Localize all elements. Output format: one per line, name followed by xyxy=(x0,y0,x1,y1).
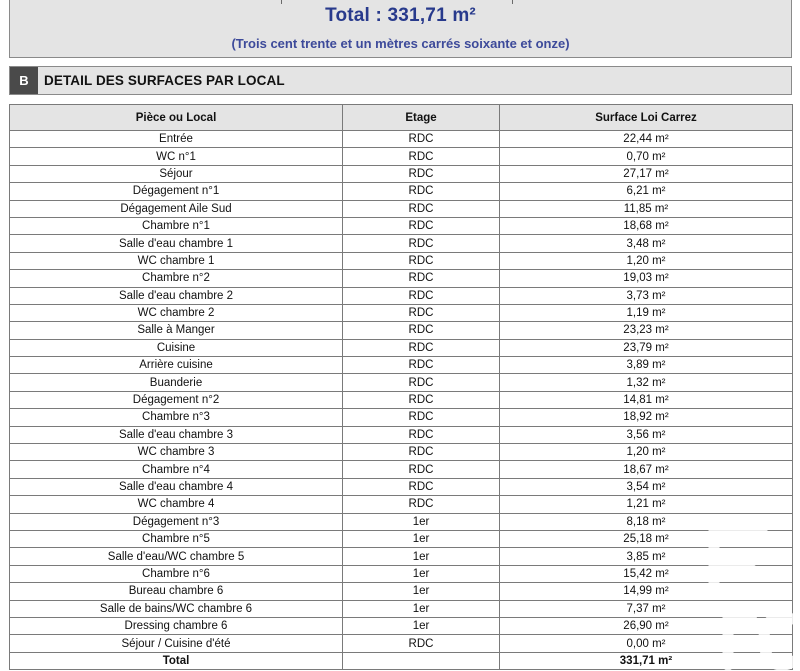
table-row xyxy=(10,444,793,461)
cell-room: Séjour xyxy=(10,165,343,182)
table-row xyxy=(10,426,793,443)
cell-surface: 8,18 m² xyxy=(500,513,793,530)
cell-room: Dégagement n°2 xyxy=(10,391,343,408)
cell-room: Salle de bains/WC chambre 6 xyxy=(10,600,343,617)
table-row xyxy=(10,357,793,374)
cell-floor: RDC xyxy=(343,426,500,443)
column-header-surface: Surface Loi Carrez xyxy=(500,105,793,131)
cell-room: WC chambre 3 xyxy=(10,444,343,461)
cell-surface: 27,17 m² xyxy=(500,165,793,182)
cell-surface: 1,20 m² xyxy=(500,252,793,269)
cell-floor: RDC xyxy=(343,339,500,356)
column-header-floor: Etage xyxy=(343,105,500,131)
cell-room: Chambre n°1 xyxy=(10,217,343,234)
table-row xyxy=(10,235,793,252)
cell-surface: 1,21 m² xyxy=(500,496,793,513)
cell-surface: 1,19 m² xyxy=(500,304,793,321)
cell-surface: 0,00 m² xyxy=(500,635,793,652)
cell-surface: 14,81 m² xyxy=(500,391,793,408)
cell-surface: 3,54 m² xyxy=(500,478,793,495)
table-row xyxy=(10,635,793,652)
total-row-label: Total xyxy=(10,652,343,669)
table-row xyxy=(10,339,793,356)
table-row xyxy=(10,478,793,495)
total-summary-box xyxy=(9,0,792,58)
table-row xyxy=(10,217,793,234)
cell-floor: RDC xyxy=(343,496,500,513)
table-row xyxy=(10,600,793,617)
table-row xyxy=(10,530,793,547)
cell-surface: 1,20 m² xyxy=(500,444,793,461)
cell-floor: RDC xyxy=(343,148,500,165)
cell-surface: 7,37 m² xyxy=(500,600,793,617)
cell-surface: 26,90 m² xyxy=(500,617,793,634)
section-badge: B xyxy=(10,67,38,94)
table-row xyxy=(10,270,793,287)
column-header-room: Pièce ou Local xyxy=(10,105,343,131)
cell-surface: 1,32 m² xyxy=(500,374,793,391)
cell-room: Buanderie xyxy=(10,374,343,391)
cell-room: Arrière cuisine xyxy=(10,357,343,374)
cell-surface: 3,48 m² xyxy=(500,235,793,252)
cell-surface: 3,56 m² xyxy=(500,426,793,443)
cell-floor: RDC xyxy=(343,444,500,461)
table-row xyxy=(10,287,793,304)
cell-room: Chambre n°4 xyxy=(10,461,343,478)
section-title: DETAIL DES SURFACES PAR LOCAL xyxy=(44,73,285,88)
cell-surface: 19,03 m² xyxy=(500,270,793,287)
table-row xyxy=(10,548,793,565)
cell-surface: 18,92 m² xyxy=(500,409,793,426)
cell-floor: RDC xyxy=(343,461,500,478)
cell-floor: 1er xyxy=(343,548,500,565)
cell-room: WC n°1 xyxy=(10,148,343,165)
cell-room: Bureau chambre 6 xyxy=(10,583,343,600)
cell-floor: RDC xyxy=(343,478,500,495)
cell-room: WC chambre 4 xyxy=(10,496,343,513)
cell-room: WC chambre 2 xyxy=(10,304,343,321)
table-row xyxy=(10,583,793,600)
cell-floor: 1er xyxy=(343,513,500,530)
table-row xyxy=(10,409,793,426)
cell-surface: 3,85 m² xyxy=(500,548,793,565)
table-row xyxy=(10,183,793,200)
cell-floor: 1er xyxy=(343,583,500,600)
cell-floor: RDC xyxy=(343,165,500,182)
cell-surface: 15,42 m² xyxy=(500,565,793,582)
cell-surface: 23,79 m² xyxy=(500,339,793,356)
cell-surface: 22,44 m² xyxy=(500,131,793,148)
cell-floor: 1er xyxy=(343,600,500,617)
cell-room: Chambre n°2 xyxy=(10,270,343,287)
cell-floor: RDC xyxy=(343,391,500,408)
cell-floor: 1er xyxy=(343,530,500,547)
cell-floor: RDC xyxy=(343,183,500,200)
total-row-surface: 331,71 m² xyxy=(500,652,793,669)
divider xyxy=(281,0,282,4)
cell-room: Dégagement n°3 xyxy=(10,513,343,530)
cell-surface: 25,18 m² xyxy=(500,530,793,547)
table-row xyxy=(10,200,793,217)
cell-room: Cuisine xyxy=(10,339,343,356)
cell-surface: 6,21 m² xyxy=(500,183,793,200)
cell-floor: RDC xyxy=(343,357,500,374)
section-header xyxy=(9,66,792,95)
cell-room: Salle d'eau chambre 1 xyxy=(10,235,343,252)
table-row xyxy=(10,252,793,269)
cell-room: Entrée xyxy=(10,131,343,148)
cell-surface: 18,68 m² xyxy=(500,217,793,234)
cell-surface: 3,73 m² xyxy=(500,287,793,304)
table-header-row xyxy=(10,105,793,131)
cell-floor: RDC xyxy=(343,217,500,234)
table-row xyxy=(10,148,793,165)
table-row xyxy=(10,374,793,391)
cell-floor: RDC xyxy=(343,635,500,652)
table-total-row xyxy=(10,652,793,669)
total-surface-in-words: (Trois cent trente et un mètres carrés soixante et onze) xyxy=(231,36,570,51)
cell-room: Salle d'eau chambre 4 xyxy=(10,478,343,495)
cell-room: Séjour / Cuisine d'été xyxy=(10,635,343,652)
cell-floor: RDC xyxy=(343,270,500,287)
table-row xyxy=(10,165,793,182)
cell-room: Dégagement Aile Sud xyxy=(10,200,343,217)
cell-room: Salle d'eau/WC chambre 5 xyxy=(10,548,343,565)
cell-floor: RDC xyxy=(343,322,500,339)
cell-surface: 18,67 m² xyxy=(500,461,793,478)
cell-room: Chambre n°5 xyxy=(10,530,343,547)
cell-room: WC chambre 1 xyxy=(10,252,343,269)
table-row xyxy=(10,304,793,321)
cell-room: Chambre n°3 xyxy=(10,409,343,426)
table-row xyxy=(10,131,793,148)
table-row xyxy=(10,461,793,478)
cell-room: Dégagement n°1 xyxy=(10,183,343,200)
total-row-floor xyxy=(343,652,500,669)
cell-floor: RDC xyxy=(343,200,500,217)
table-row xyxy=(10,322,793,339)
cell-surface: 3,89 m² xyxy=(500,357,793,374)
table-row xyxy=(10,513,793,530)
cell-room: Salle à Manger xyxy=(10,322,343,339)
total-surface-title: Total : 331,71 m² xyxy=(325,5,476,26)
cell-room: Dressing chambre 6 xyxy=(10,617,343,634)
cell-surface: 23,23 m² xyxy=(500,322,793,339)
cell-floor: RDC xyxy=(343,287,500,304)
cell-floor: 1er xyxy=(343,565,500,582)
cell-floor: RDC xyxy=(343,131,500,148)
surfaces-table xyxy=(9,104,793,670)
cell-floor: RDC xyxy=(343,304,500,321)
cell-room: Salle d'eau chambre 3 xyxy=(10,426,343,443)
cell-floor: RDC xyxy=(343,235,500,252)
cell-floor: RDC xyxy=(343,252,500,269)
cell-surface: 14,99 m² xyxy=(500,583,793,600)
table-row xyxy=(10,617,793,634)
table-row xyxy=(10,565,793,582)
cell-floor: RDC xyxy=(343,374,500,391)
table-row xyxy=(10,391,793,408)
cell-surface: 0,70 m² xyxy=(500,148,793,165)
divider xyxy=(512,0,513,4)
cell-floor: RDC xyxy=(343,409,500,426)
cell-floor: 1er xyxy=(343,617,500,634)
cell-surface: 11,85 m² xyxy=(500,200,793,217)
table-row xyxy=(10,496,793,513)
cell-room: Salle d'eau chambre 2 xyxy=(10,287,343,304)
cell-room: Chambre n°6 xyxy=(10,565,343,582)
